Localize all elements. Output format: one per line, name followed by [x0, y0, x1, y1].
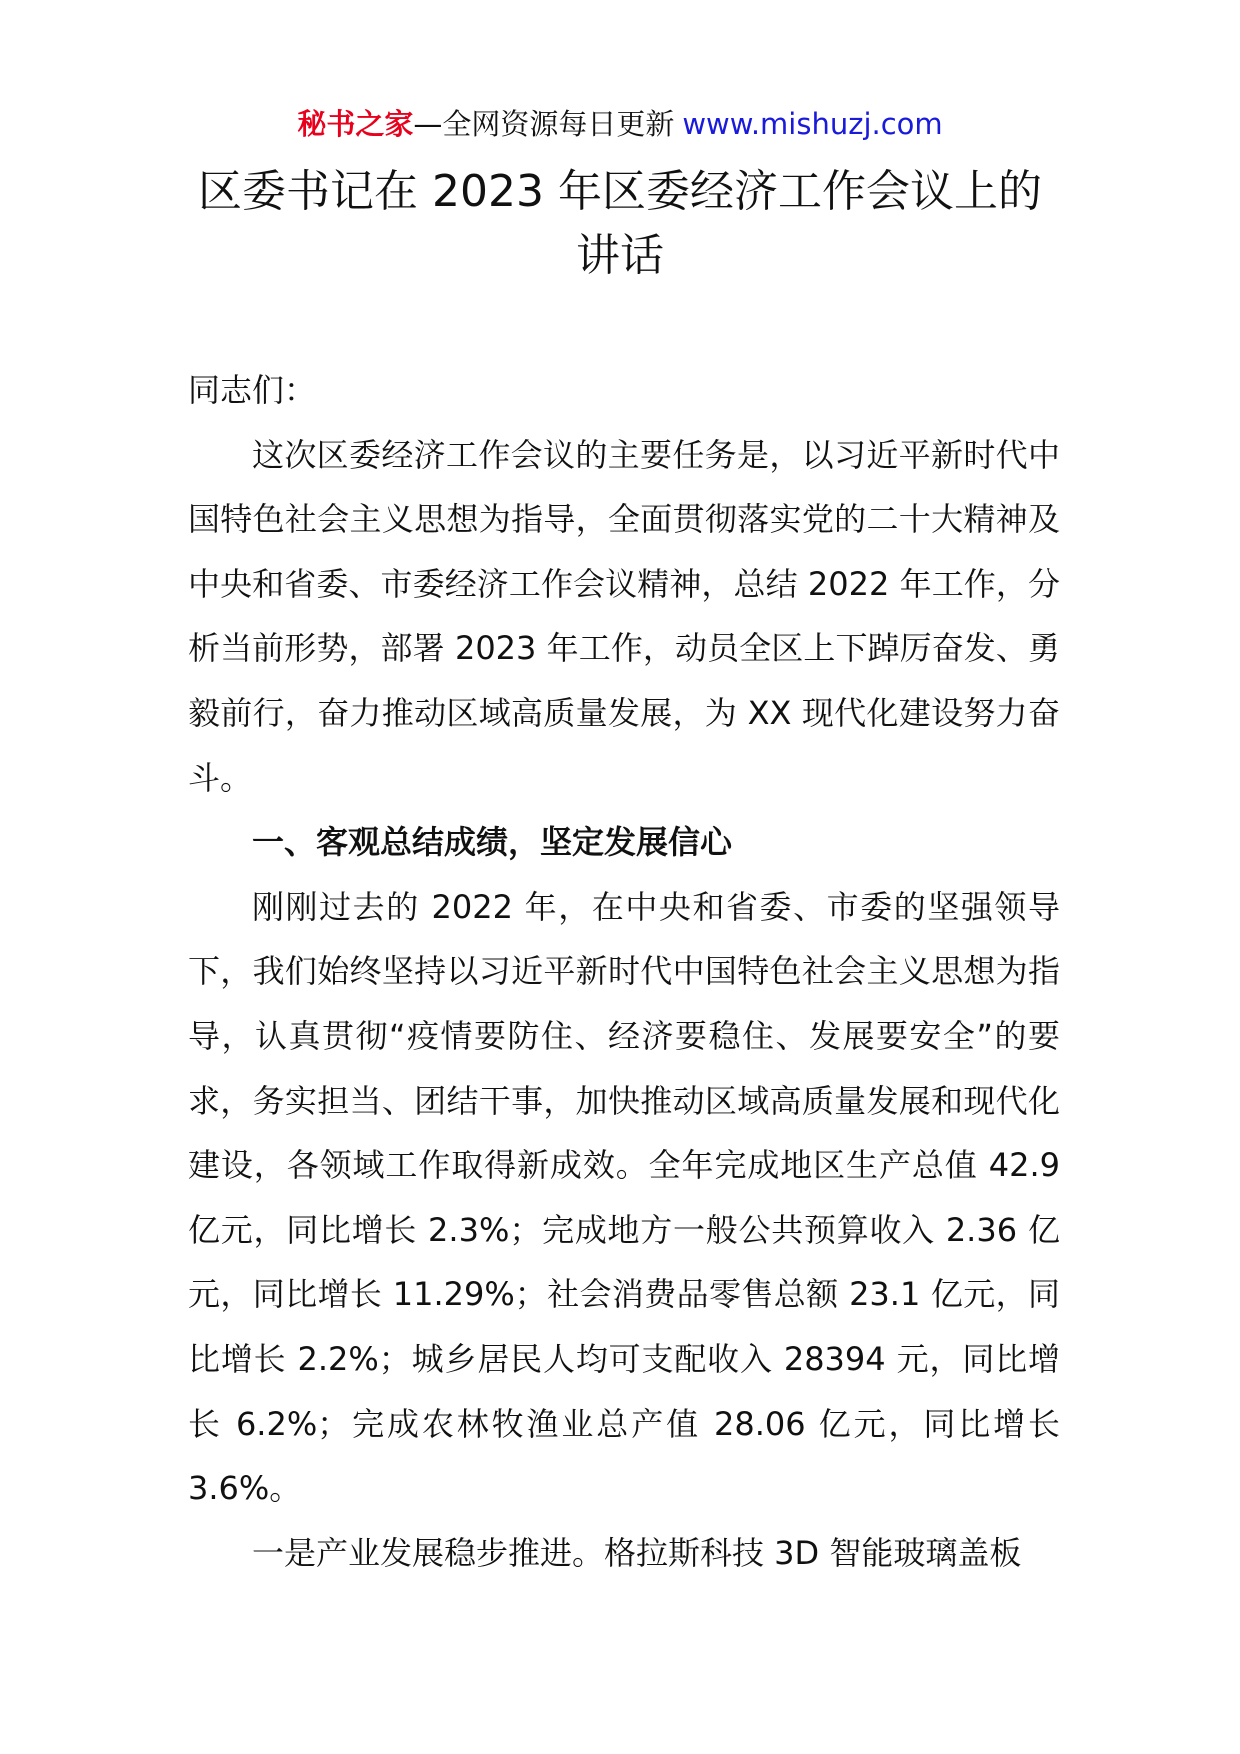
paragraph-industry: 一是产业发展稳步推进。格拉斯科技 3D 智能玻璃盖板: [252, 1533, 1022, 1572]
salutation: 同志们：: [188, 371, 317, 409]
site-url-link[interactable]: www.mishuzj.com: [682, 107, 943, 141]
header-banner: [0, 104, 1240, 144]
paragraph-achievements: 刚刚过去的 2022 年，在中央和省委、市委的坚强领导下，我们始终坚持以习近平新时代中国特色社会主义思想为指导，认真贯彻“疫情要防住、经济要稳住、发展要安全”的要求，务实担当、团结干事，加快推动区域高质量发展和现代化建设，各领域工作取得新成效。全年完成地区生产总值 42.9 亿元，同比增长 2.3%；完成地方一般公共预算收入 2.36 亿元，同比增长 11.29%；社会消费品零售总额 23.1 亿元，同比增长 2.2%；城乡居民人均可支配收入 28394 元，同比增长 6.2%；完成农林牧渔业总产值 28.06 亿元，同比增长 3.6%。: [188, 887, 1060, 1508]
document-title-line1: 区委书记在 2023 年区委经济工作会议上的: [198, 166, 1042, 217]
document-body: [188, 358, 1060, 1585]
header-tagline: —全网资源每日更新: [413, 107, 675, 141]
document-title: [120, 160, 1120, 288]
brand-name: 秘书之家: [297, 107, 414, 141]
document-title-line2: 讲话: [576, 230, 664, 281]
paragraph-intro: 这次区委经济工作会议的主要任务是，以习近平新时代中国特色社会主义思想为指导，全面贯彻落实党的二十大精神及中央和省委、市委经济工作会议精神，总结 2022 年工作，分析当前形势，部署 2023 年工作，动员全区上下踔厉奋发、勇毅前行，奋力推动区域高质量发展，为 XX 现代化建设努力奋斗。: [188, 435, 1060, 797]
section-heading: 一、客观总结成绩，坚定发展信心: [252, 823, 733, 862]
